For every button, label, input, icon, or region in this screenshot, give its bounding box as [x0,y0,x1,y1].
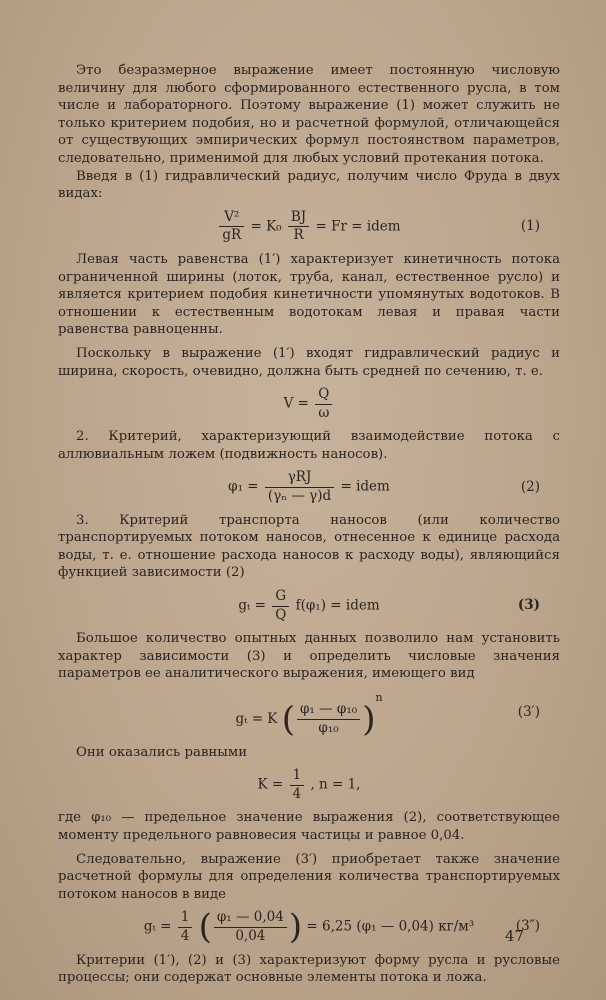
fraction: $\frac{\text{φ₁ — 0,04}}{0,04}$ [214,909,287,945]
equation-3-prime: gₜ = K ( $\frac{\text{φ₁ — φ₁₀}}{\text{φ₁₀}}$ )$^n$ (3′) [235,691,540,740]
paragraph-4: Поскольку в выражение (1′) входят гидравлический радиус и ширина, скорость, очевидно, должна быть средней по сечению, т. е. [58,345,560,379]
equation-number: (3) [517,597,540,614]
paragraph-11: Критерии (1′), (2) и (3) характеризуют форму русла и русловые процессы; они содержат основные элементы потока и ложа. [58,952,560,986]
fraction: $\frac{BJ}{R}$ [288,209,309,245]
fraction: $\frac{\text{φ₁ — φ₁₀}}{\text{φ₁₀}}$ [297,701,360,737]
equation-k: K = $\frac{1}{4}$ , n = 1, [257,767,361,802]
fraction: $\frac{1}{4}$ [178,909,193,945]
equation-1: $\frac{\text{V²}}{gR}$ = K₀ $\frac{BJ}{R}$ = Fr = idem (1) [58,209,560,245]
equation-number: (3′) [517,704,540,721]
paragraph-3: Левая часть равенства (1′) характеризует кинетичность потока ограниченной ширины (лоток, труба, канал, естественное русло) и является критерием подобия кинетичности упомянутых водотоков. В отношении к естественным водотокам левая и правая части равенства равноценны. [58,251,560,338]
equation-number: (3″) [515,918,540,935]
equation-3-double-prime: gₜ = $\frac{1}{4}$ ( $\frac{\text{φ₁ — 0,04}}{0,04}$ ) = 6,25 (φ₁ — 0,04) кг/м³ (3″) [143,907,540,948]
paragraph-1: Это безразмерное выражение имеет постоянную числовую величину для любого сформированного естественного русла, в том числе и лабораторного. Поэтому выражение (1) может служить не только критерием подобия, но и расчетной формулой, отличающейся от существующих эмпирических формул постоянством параметров, следовательно, применимой для любых условий протекания потока. [58,63,560,166]
paragraph-9: где φ₁₀ — предельное значение выражения (2), соответствующее моменту предельного равновесия частицы и равное 0,04. [58,810,560,843]
equation-number: (1) [520,218,540,235]
paragraph-6: 3. Критерий транспорта наносов (или количество транспортируемых потоком наносов, отнесенное к единице расхода воды, т. е. отношение расхода наносов к расходу воды), являющийся функцией зависимости (2) [58,512,560,581]
paragraph-7: Большое количество опытных данных позволило нам установить характер зависимости (3) и определить числовые значения параметров ее аналитического выражения, имеющего вид [58,631,560,682]
fraction: $\frac{G}{Q}$ [272,588,289,624]
page-number: 47 [504,927,524,945]
equation-3: gₜ = $\frac{G}{Q}$ f(φ₁) = idem (3) [238,588,540,623]
fraction: $\frac{1}{4}$ [290,767,305,803]
fraction: $\frac{Q}{\omega}$ [315,386,332,422]
equation-velocity: V = $\frac{Q}{\omega}$ [58,386,560,422]
paragraph-2: Введя в (1) гидравлический радиус, получим число Фруда в двух видах: [58,168,560,202]
fraction: $\frac{\text{V²}}{gR}$ [219,209,244,245]
fraction: $\frac{\text{γRJ}}{\text{(γₙ — γ)d}}$ [265,469,334,505]
paragraph-8: Они оказались равными [76,744,248,760]
paragraph-10: Следовательно, выражение (3′) приобретает также значение расчетной формулы для определения количества транспортируемых потоком наносов в виде [58,851,560,902]
equation-number: (2) [520,478,540,495]
equation-2: φ₁ = $\frac{\text{γRJ}}{\text{(γₙ — γ)d}}$ = idem (2) [228,469,540,505]
paragraph-5: 2. Критерий, характеризующий взаимодействие потока с аллювиальным ложем (подвижность наносов). [58,429,560,462]
